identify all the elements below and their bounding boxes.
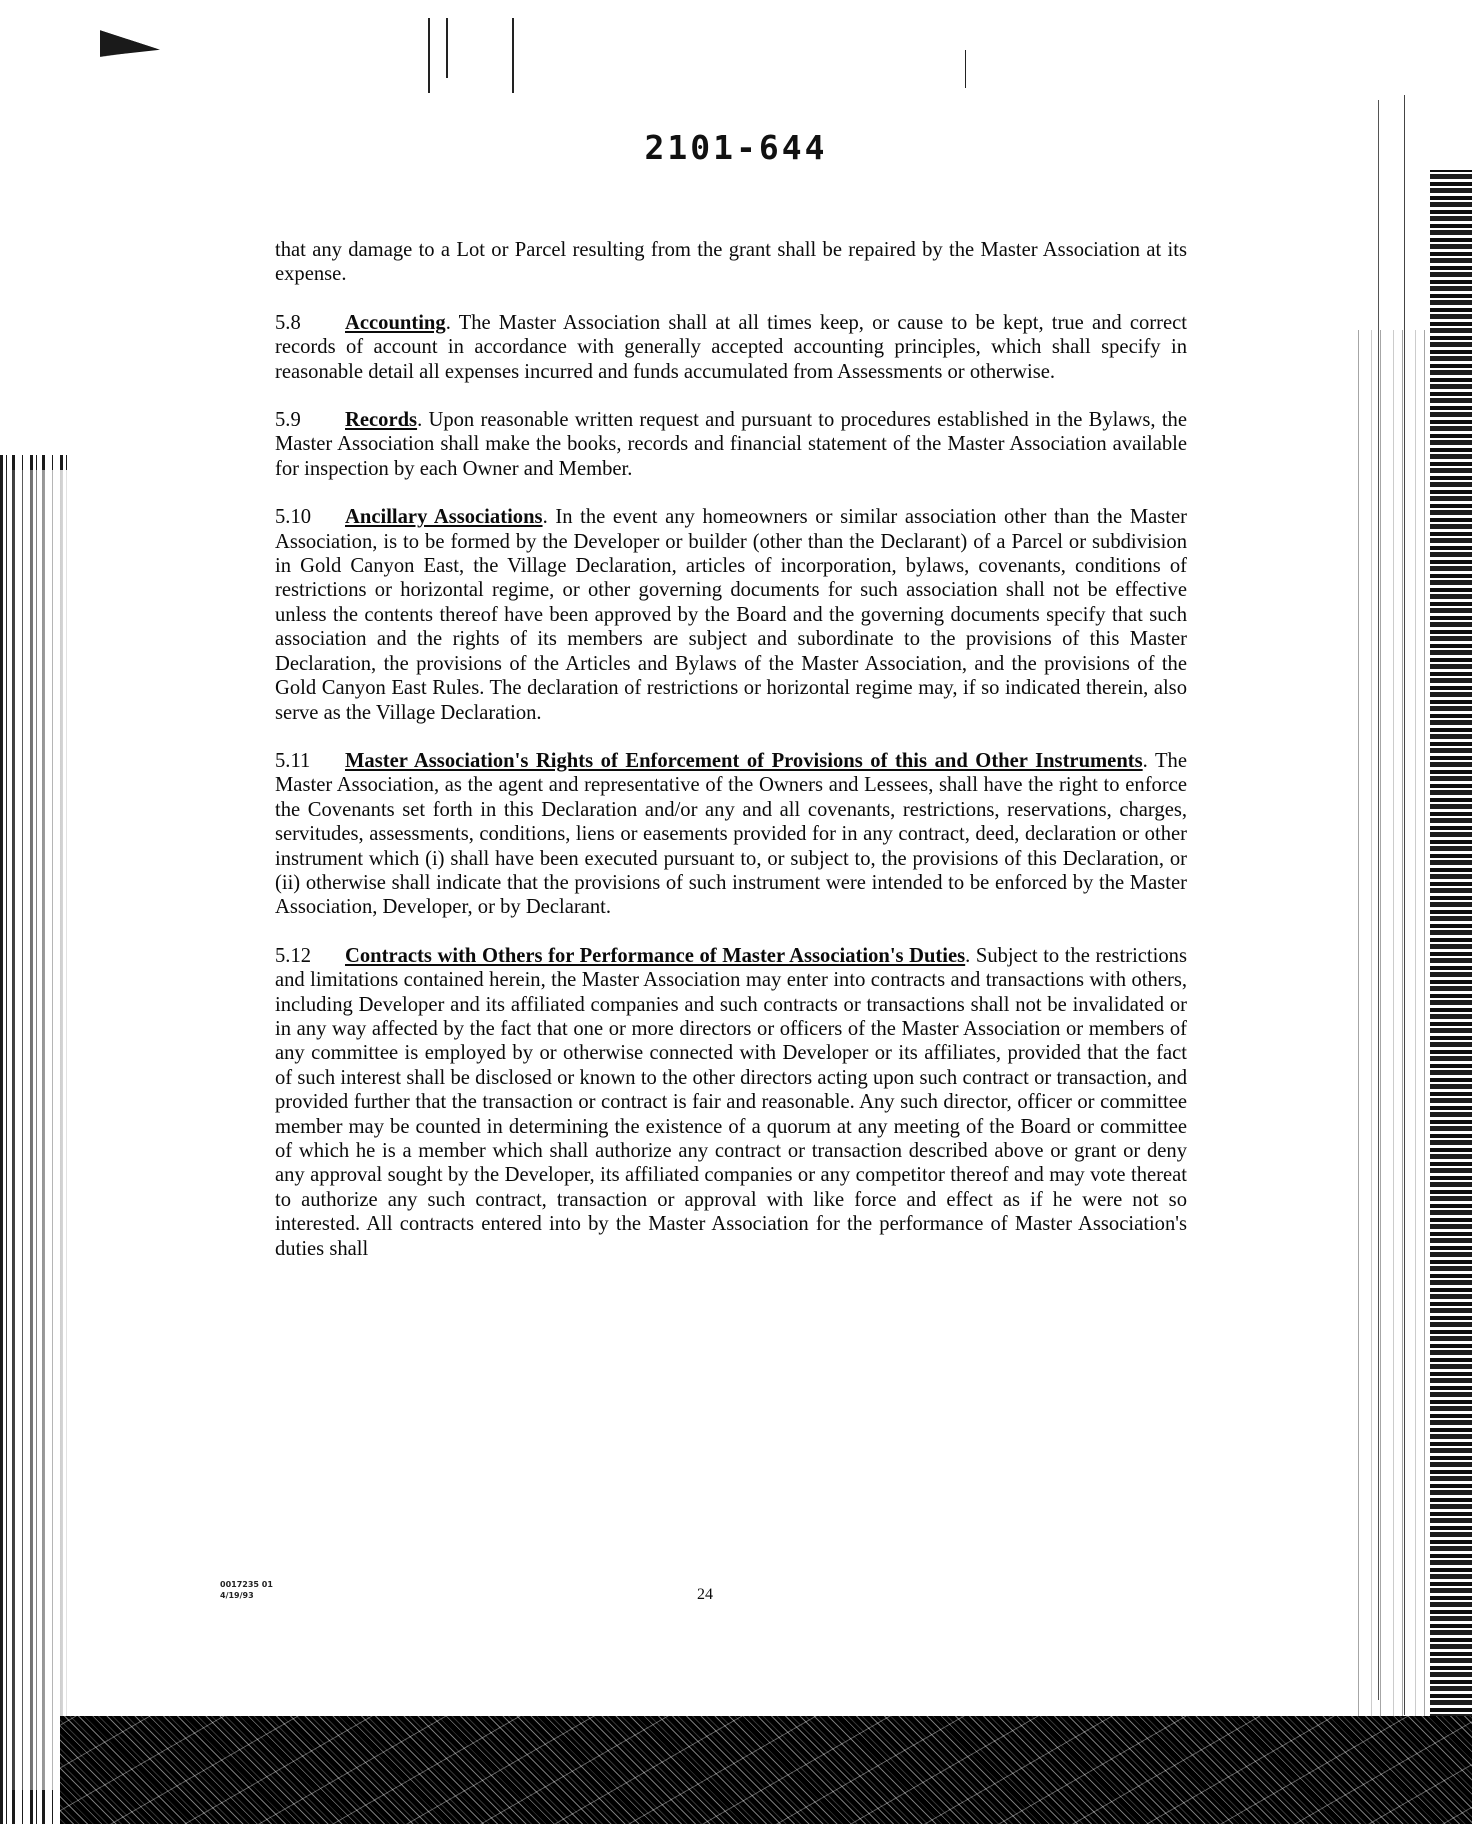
section-5-9 (275, 408, 1187, 481)
section-text: . In the event any homeowners or similar association other than the Master Association, is to be formed by the Developer or builder (other than the Declarant) of a Parcel or subdivision in Gold Canyon East, the Village Declaration, articles of incorporation, bylaws, covenants, conditions of restrictions or horizontal regime, or other governing documents for such association shall not be effective unless the contents thereof have been approved by the Board and the governing documents specify that such association and the rights of its members are subject and subordinate to the provisions of this Master Declaration, the provisions of the Articles and Bylaws of the Master Association, and the provisions of the Gold Canyon East Rules. The declaration of restrictions or horizontal regime may, if so indicated therein, also serve as the Village Declaration. (275, 506, 1188, 724)
section-5-12 (275, 944, 1187, 1261)
section-number: 5.10 (275, 506, 312, 529)
section-title: Master Association's Rights of Enforcement of Provisions of this and Other Instruments (345, 749, 1143, 772)
paragraph-continuation (275, 238, 1187, 287)
section-title: Accounting (345, 311, 446, 334)
section-5-11 (275, 749, 1187, 920)
section-number: 5.11 (275, 749, 311, 772)
section-text: . Upon reasonable written request and pursuant to procedures established in the Bylaws, the Master Association shall make the books, records and financial statement of the Master Association available for inspection by each Owner and Member. (275, 409, 1187, 480)
section-title: Records (345, 409, 418, 432)
page-number: 24 (697, 1586, 713, 1603)
section-5-8 (275, 311, 1187, 384)
section-number: 5.8 (275, 311, 301, 334)
document-date-line: 4/19/93 (220, 1591, 254, 1600)
scan-line (446, 18, 448, 78)
section-title: Contracts with Others for Performance of Master Association's Duties (345, 944, 966, 967)
section-text: . Subject to the restrictions and limitations contained herein, the Master Association may enter into contracts and transactions with others, including Developer and its affiliated companies and such contracts or transactions shall not be invalidated or in any way affected by the fact that one or more directors or officers of the Master Association or members of any committee is employed by or otherwise connected with Developer or its affiliates, provided that the fact of such interest shall be disclosed or known to the other directors acting upon such contract or transaction, and provided further that the transaction or contract is fair and reasonable. Any such director, officer or committee member may be counted in determining the existence of a quorum at any meeting of the Board or committee of which he is a member which shall authorize any contract or transaction described above or grant or deny any approval sought by the Developer, its affiliated companies or any competitor thereof and may vote thereat to authorize any such contract, transaction or approval with like force and effect as if he were not so interested. All contracts entered into by the Master Association for the performance of Master Association's duties shall (275, 944, 1187, 1260)
recording-number: 2101-644 (644, 128, 828, 167)
scan-line (428, 18, 430, 93)
paragraph-text: that any damage to a Lot or Parcel resulting from the grant shall be repaired by the Master Association at its expense. (275, 239, 1187, 286)
document-body (275, 238, 1187, 1285)
scan-right-edge (1430, 170, 1472, 1824)
document-code-line: 0017235 01 (220, 1580, 273, 1589)
scan-line (965, 50, 966, 88)
scan-bottom-band (60, 1716, 1472, 1824)
scan-corner-mark (100, 30, 160, 75)
section-number: 5.12 (275, 944, 312, 967)
section-number: 5.9 (275, 409, 301, 432)
section-text: . The Master Association shall at all times keep, or cause to be kept, true and correct records of account in accordance with generally accepted accounting principles, which shall specify in reasonable detail all expenses incurred and funds accumulated from Assessments or otherwise. (275, 311, 1187, 383)
scan-line (512, 18, 514, 93)
section-5-10 (275, 505, 1187, 725)
section-title: Ancillary Associations (345, 506, 543, 529)
section-text: . The Master Association, as the agent and representative of the Owners and Lessees, shall have the right to enforce the Covenants set forth in this Declaration and/or any and all covenants, restrictions, reservations, charges, servitudes, assessments, conditions, liens or easements provided for in any contract, deed, declaration or other instrument which (i) shall have been executed pursuant to, or subject to, the provisions of this Declaration, or (ii) otherwise shall indicate that the provisions of such instrument were intended to be enforced by the Master Association, Developer, or by Declarant. (275, 749, 1187, 919)
